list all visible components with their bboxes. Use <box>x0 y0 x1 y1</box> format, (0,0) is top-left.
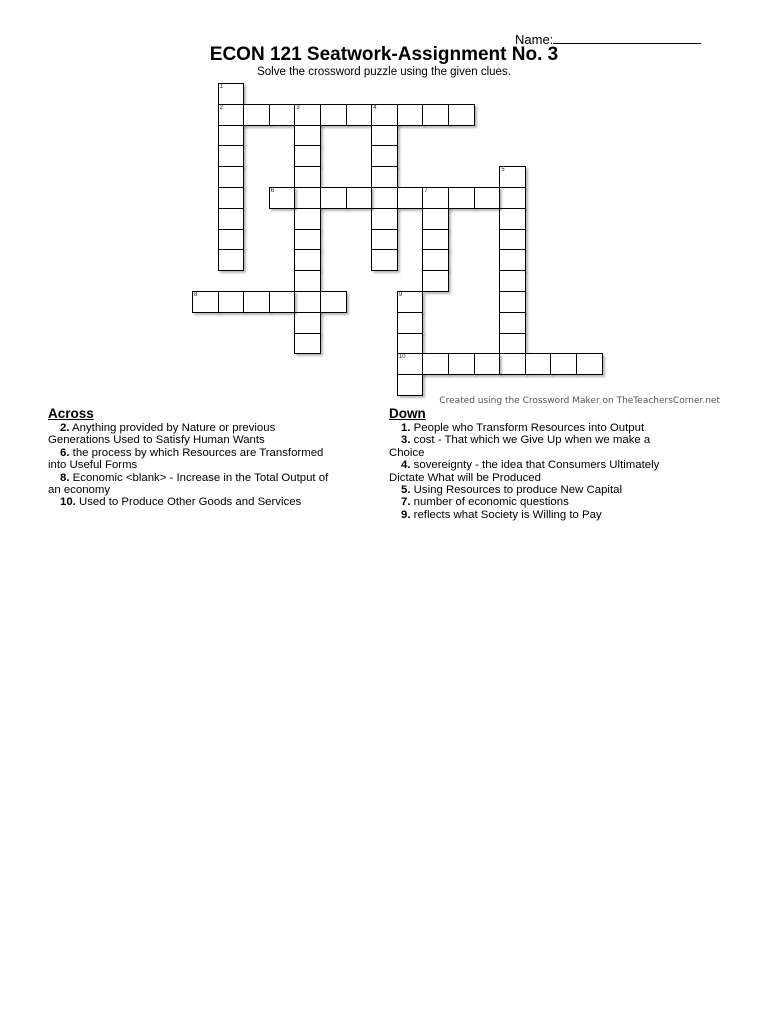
crossword-cell[interactable] <box>320 187 347 209</box>
clue-down-5: 5. Using Resources to produce New Capital <box>401 484 622 497</box>
page-subtitle: Solve the crossword puzzle using the given clues. <box>257 66 511 78</box>
crossword-cell[interactable] <box>397 312 424 334</box>
clue-number: 1 <box>219 84 223 90</box>
clue-across-2: 2. Anything provided by Nature or previous Generations Used to Satisfy Human Wants <box>48 422 276 447</box>
down-heading: Down <box>389 406 426 421</box>
crossword-cell[interactable] <box>218 145 245 167</box>
crossword-cell[interactable] <box>397 187 424 209</box>
crossword-cell[interactable] <box>397 333 424 355</box>
crossword-cell[interactable] <box>218 125 245 147</box>
clue-number: 4 <box>373 104 377 111</box>
crossword-cell[interactable] <box>294 125 321 147</box>
across-heading: Across <box>48 406 94 421</box>
crossword-cell[interactable] <box>346 187 373 209</box>
crossword-cell[interactable] <box>243 291 270 313</box>
clue-across-10: 10. Used to Produce Other Goods and Services <box>60 496 302 509</box>
crossword-cell[interactable] <box>294 208 321 230</box>
crossword-cell[interactable] <box>294 229 321 251</box>
crossword-cell[interactable] <box>294 187 321 209</box>
clue-number: 3 <box>296 104 300 111</box>
crossword-cell[interactable] <box>294 166 321 188</box>
crossword-cell[interactable] <box>499 291 526 313</box>
crossword-cell[interactable] <box>346 104 373 126</box>
crossword-cell[interactable] <box>269 104 296 126</box>
crossword-cell[interactable] <box>218 187 245 209</box>
crossword-cell[interactable] <box>371 249 398 271</box>
crossword-cell[interactable] <box>218 229 245 251</box>
crossword-cell[interactable] <box>397 374 424 396</box>
crossword-cell[interactable] <box>218 166 245 188</box>
crossword-cell[interactable] <box>397 353 424 375</box>
clue-number: 5 <box>501 167 505 174</box>
crossword-cell[interactable] <box>474 187 501 209</box>
crossword-cell[interactable] <box>294 249 321 271</box>
crossword-cell[interactable] <box>294 291 321 313</box>
crossword-cell[interactable] <box>422 187 449 209</box>
crossword-cell[interactable] <box>218 291 245 313</box>
clue-down-9: 9. reflects what Society is Willing to Pay <box>401 508 602 521</box>
crossword-cell[interactable] <box>218 83 245 105</box>
across-clues <box>48 406 383 509</box>
crossword-cell[interactable] <box>294 270 321 292</box>
crossword-cell[interactable] <box>320 104 347 126</box>
crossword-cell[interactable] <box>218 104 245 126</box>
crossword-cell[interactable] <box>550 353 577 375</box>
clue-number: 9 <box>398 292 403 298</box>
crossword-cell[interactable] <box>448 187 475 209</box>
crossword-cell[interactable] <box>422 249 449 271</box>
crossword-cell[interactable] <box>397 291 424 313</box>
clue-number: 7 <box>424 188 428 194</box>
clue-number: 8 <box>194 292 198 298</box>
crossword-cell[interactable] <box>422 270 449 292</box>
crossword-cell[interactable] <box>397 104 424 126</box>
crossword-cell[interactable] <box>294 312 321 334</box>
crossword-cell[interactable] <box>218 249 245 271</box>
crossword-cell[interactable] <box>294 333 321 355</box>
crossword-cell[interactable] <box>448 353 475 375</box>
crossword-cell[interactable] <box>499 353 526 375</box>
clue-down-1: 1. People who Transform Resources into Output <box>401 422 645 434</box>
crossword-cell[interactable] <box>371 187 398 209</box>
crossword-cell[interactable] <box>422 208 449 230</box>
crossword-cell[interactable] <box>499 270 526 292</box>
crossword-cell[interactable] <box>192 291 219 313</box>
clue-across-8: 8. Economic <blank> - Increase in the Total Output of an economy <box>48 471 329 497</box>
crossword-cell[interactable] <box>499 166 526 188</box>
crossword-cell[interactable] <box>371 145 398 167</box>
crossword-grid <box>0 0 768 400</box>
page-title: ECON 121 Seatwork-Assignment No. 3 <box>209 44 559 65</box>
crossword-cell[interactable] <box>499 312 526 334</box>
crossword-cell[interactable] <box>371 125 398 147</box>
clue-down-4: 4. sovereignty - the idea that Consumers Ultimately Dictate What will be Produced <box>389 459 660 484</box>
crossword-cell[interactable] <box>218 208 245 230</box>
credit-text: Created using the Crossword Maker on TheTeachersCorner.net <box>439 396 720 406</box>
crossword-cell[interactable] <box>422 229 449 251</box>
crossword-cell[interactable] <box>525 353 552 375</box>
crossword-cell[interactable] <box>294 145 321 167</box>
crossword-cell[interactable] <box>422 353 449 375</box>
crossword-cell[interactable] <box>371 208 398 230</box>
crossword-cell[interactable] <box>371 104 398 126</box>
crossword-cell[interactable] <box>422 104 449 126</box>
crossword-cell[interactable] <box>243 104 270 126</box>
name-label: Name: <box>515 32 554 47</box>
crossword-cell[interactable] <box>499 249 526 271</box>
crossword-cell[interactable] <box>371 229 398 251</box>
crossword-cell[interactable] <box>320 291 347 313</box>
crossword-cell[interactable] <box>371 166 398 188</box>
crossword-cell[interactable] <box>499 208 526 230</box>
clue-across-6: 6. the process by which Resources are Transformed into Useful Forms <box>48 446 324 472</box>
clue-down-3: 3. cost - That which we Give Up when we make a Choice <box>389 434 651 459</box>
crossword-cell[interactable] <box>474 353 501 375</box>
crossword-cell[interactable] <box>269 187 296 209</box>
crossword-cell[interactable] <box>499 229 526 251</box>
crossword-cell[interactable] <box>576 353 603 375</box>
clue-number: 2 <box>219 104 223 111</box>
crossword-cell[interactable] <box>448 104 475 126</box>
crossword-cell[interactable] <box>499 187 526 209</box>
crossword-cell[interactable] <box>499 333 526 355</box>
clue-number: 10 <box>398 354 406 361</box>
crossword-cell[interactable] <box>269 291 296 313</box>
crossword-cell[interactable] <box>294 104 321 126</box>
down-clues <box>389 406 724 521</box>
clue-down-7: 7. number of economic questions <box>401 496 569 509</box>
clue-number: 6 <box>270 188 275 194</box>
